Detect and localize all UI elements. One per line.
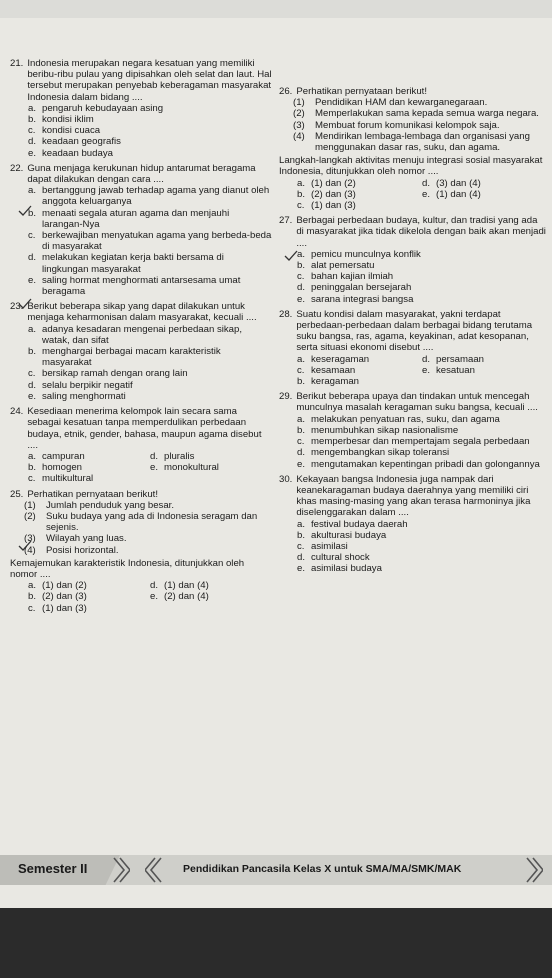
question-text: Guna menjaga kerukunan hidup antarumat beragama dapat dilakukan dengan cara ....: [27, 162, 256, 186]
statement-1: (1) Pendidikan HAM dan kewarganegaraan.: [293, 97, 488, 109]
option-a[interactable]: a. pengaruh kebudayaan asing: [28, 102, 164, 114]
options-grid: [297, 354, 547, 388]
option-b[interactable]: b. (2) dan (3): [28, 591, 87, 603]
question-number: 25.: [10, 488, 24, 500]
left-column: [10, 58, 272, 618]
option-b[interactable]: b. menumbuhkan sikap nasionalisme: [297, 424, 459, 436]
question-23: [10, 301, 272, 402]
pencil-check-icon: [18, 540, 32, 552]
option-a[interactable]: a. bertanggung jawab terhadap agama yang dianut oleh anggota keluarganya: [28, 185, 270, 208]
question-number: 22.: [10, 162, 24, 174]
statement-1: (1) Jumlah penduduk yang besar.: [24, 499, 175, 511]
option-c[interactable]: c. (1) dan (3): [28, 602, 87, 614]
question-27: [279, 215, 547, 305]
options-grid: [297, 178, 547, 212]
background-surface: [0, 908, 552, 978]
pencil-check-icon: [18, 298, 32, 310]
option-b[interactable]: b. alat pemersatu: [297, 260, 375, 272]
option-c[interactable]: c. berkewajiban menyatukan agama yang berbeda-beda di masyarakat: [28, 230, 272, 253]
question-prompt: Langkah-langkah aktivitas menuju integrasi sosial masyarakat Indonesia, ditunjukkan oleh nomor ....: [279, 155, 543, 178]
option-c[interactable]: c. kondisi cuaca: [28, 125, 101, 137]
option-a[interactable]: a. adanya kesadaran mengenai perbedaan sikap, watak, dan sifat: [28, 323, 243, 346]
question-text: Berbagai perbedaan budaya, kultur, dan tradisi yang ada di masyarakat jika tidak dikelola dengan baik akan menjadi ....: [296, 215, 546, 249]
option-c[interactable]: c. multikultural: [28, 473, 94, 485]
option-b[interactable]: b. (2) dan (3): [297, 188, 356, 200]
question-number: 30.: [279, 473, 293, 485]
option-d[interactable]: d. peninggalan bersejarah: [297, 282, 412, 294]
option-a[interactable]: a. pemicu munculnya konflik: [297, 248, 421, 260]
question-text: Kekayaan bangsa Indonesia juga nampak dari keanekaragaman budaya daerahnya yang memiliki ciri khas masing-masing yang akan terasa harmoninya jika diselenggarakan dalam ....: [296, 473, 531, 519]
statement-4: (4) Posisi horizontal.: [24, 544, 119, 556]
chevron-decor-icon: [525, 857, 543, 883]
footer-semester: Semester II: [18, 861, 88, 876]
options-grid: [28, 580, 272, 614]
statement-3: (3) Membuat forum komunikasi kelompok saja.: [293, 119, 500, 131]
option-d[interactable]: d. cultural shock: [297, 552, 370, 564]
option-e[interactable]: e. mengutamakan kepentingan pribadi dan golongannya: [297, 458, 540, 470]
page-top-edge: [0, 0, 552, 18]
option-b[interactable]: b. menaati segala aturan agama dan menjauhi larangan-Nya: [28, 207, 230, 230]
question-22: [10, 163, 272, 297]
option-a[interactable]: a. (1) dan (2): [28, 580, 87, 592]
statement-2: (2) Memperlakukan sama kepada semua warga negara.: [293, 108, 539, 120]
chevron-decor-icon: [145, 857, 163, 883]
question-24: [10, 406, 272, 484]
statement-3: (3) Wilayah yang luas.: [24, 533, 127, 545]
option-c[interactable]: c. (1) dan (3): [297, 200, 356, 212]
option-e[interactable]: e. saling hormat menghormati antarsesama umat beragama: [28, 274, 241, 298]
option-b[interactable]: b. menghargai berbagai macam karakteristik masyarakat: [28, 346, 221, 369]
question-28: [279, 309, 547, 387]
option-b[interactable]: b. homogen: [28, 462, 83, 474]
option-a[interactable]: a. keseragaman: [297, 353, 370, 365]
option-e[interactable]: e. kesatuan: [422, 364, 475, 376]
option-d[interactable]: d. (3) dan (4): [422, 177, 481, 189]
option-e[interactable]: e. (1) dan (4): [422, 188, 481, 200]
option-a[interactable]: a. festival budaya daerah: [297, 518, 408, 530]
question-prompt: Kemajemukan karakteristik Indonesia, ditunjukkan oleh nomor ....: [10, 557, 245, 580]
option-d[interactable]: d. selalu berpikir negatif: [28, 379, 133, 391]
option-a[interactable]: a. (1) dan (2): [297, 177, 356, 189]
option-e[interactable]: e. keadaan budaya: [28, 147, 113, 159]
question-number: 27.: [279, 215, 293, 227]
question-30: [279, 474, 547, 575]
question-26: [279, 86, 547, 211]
option-a[interactable]: a. melakukan penyatuan ras, suku, dan agama: [297, 413, 500, 425]
question-text: Indonesia merupakan negara kesatuan yang memiliki beribu-ribu pulau yang dipisahkan oleh selat dan laut. Hal tersebut merupakan penyebab keberagaman masyarakat Indonesia dalam bidang ....: [27, 58, 272, 103]
right-column: [279, 86, 547, 579]
question-21: [10, 58, 272, 159]
option-e[interactable]: e. sarana integrasi bangsa: [297, 293, 414, 305]
question-29: [279, 391, 547, 469]
question-text: Perhatikan pernyataan berikut!: [296, 86, 428, 97]
option-d[interactable]: d. (1) dan (4): [150, 580, 209, 592]
option-e[interactable]: e. (2) dan (4): [150, 591, 209, 603]
question-text: Perhatikan pernyataan berikut!: [27, 488, 159, 500]
question-25: [10, 489, 272, 614]
options-grid: [28, 451, 272, 485]
question-text: Suatu kondisi dalam masyarakat, yakni terdapat perbedaan-perbedaan dalam berbagai bidang terutama suku bangsa, ras, agama, keyakinan, adat kesopanan, serta situasi ekonomi disebut ....: [296, 308, 533, 354]
option-b[interactable]: b. akulturasi budaya: [297, 529, 387, 541]
option-b[interactable]: b. kondisi iklim: [28, 114, 94, 126]
statement-4: (4) Mendirikan lembaga-lembaga dan organisasi yang menggunakan dasar ras, suku, dan agama.: [293, 130, 530, 154]
option-d[interactable]: d. mengembangkan sikap toleransi: [297, 447, 450, 459]
option-c[interactable]: c. asimilasi: [297, 540, 348, 552]
option-d[interactable]: d. pluralis: [150, 450, 195, 462]
pencil-check-icon: [284, 250, 298, 262]
statement-2: (2) Suku budaya yang ada di Indonesia seragam dan sejenis.: [24, 510, 258, 534]
option-d[interactable]: d. persamaan: [422, 353, 484, 365]
question-number: 29.: [279, 391, 293, 403]
page-footer: [0, 855, 552, 885]
option-c[interactable]: c. bahan kajian ilmiah: [297, 271, 394, 283]
option-b[interactable]: b. keragaman: [297, 376, 359, 388]
question-number: 26.: [279, 86, 293, 97]
question-text: Kesediaan menerima kelompok lain secara sama sebagai kesatuan tanpa memperdulikan perbedaan budaya, etnik, gender, bahasa, maupun agama disebut ....: [27, 406, 262, 451]
question-number: 24.: [10, 406, 24, 418]
pencil-check-icon: [18, 205, 32, 217]
option-e[interactable]: e. saling menghormati: [28, 390, 126, 402]
option-a[interactable]: a. campuran: [28, 450, 85, 462]
option-e[interactable]: e. monokultural: [150, 462, 219, 474]
chevron-decor-icon: [112, 857, 130, 883]
question-number: 21.: [10, 58, 24, 69]
option-c[interactable]: c. bersikap ramah dengan orang lain: [28, 368, 188, 380]
footer-book-title: Pendidikan Pancasila Kelas X untuk SMA/MA/SMK/MAK: [183, 863, 462, 875]
question-number: 28.: [279, 308, 293, 320]
option-e[interactable]: e. asimilasi budaya: [297, 563, 382, 575]
option-d[interactable]: d. keadaan geografis: [28, 136, 121, 148]
option-d[interactable]: d. melakukan kegiatan kerja bakti bersama di lingkungan masyarakat: [28, 252, 224, 275]
option-c[interactable]: c. memperbesar dan mempertajam segala perbedaan: [297, 436, 530, 448]
question-text: Berikut beberapa sikap yang dapat dilakukan untuk menjaga keharmonisan dalam masyarakat, kecuali ....: [27, 301, 257, 324]
question-text: Berikut beberapa upaya dan tindakan untuk mencegah munculnya masalah keragaman suku bangsa, kecuali ....: [296, 391, 538, 414]
question-number: 23.: [10, 301, 24, 313]
option-c[interactable]: c. kesamaan: [297, 364, 356, 376]
